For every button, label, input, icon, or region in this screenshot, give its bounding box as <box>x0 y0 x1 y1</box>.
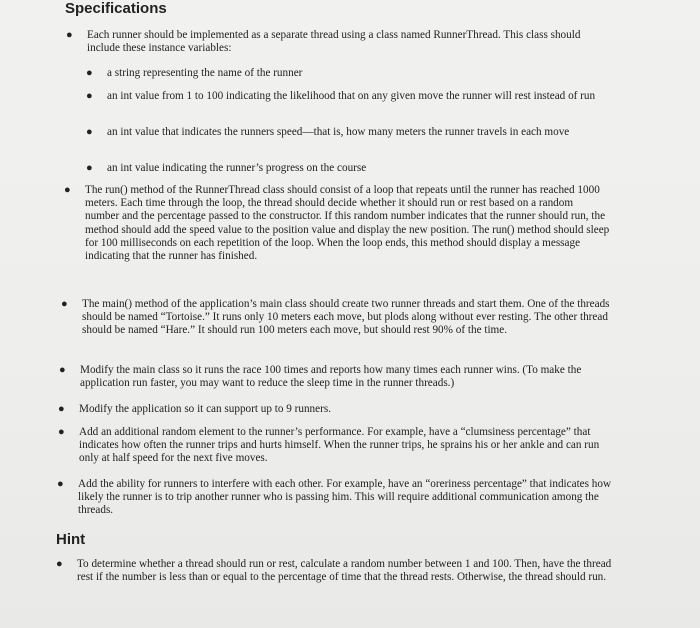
spec-item-7-text: Add the ability for runners to interfere with each other. For example, have an “oreriness percentage” that indicates how likely the runner is to trip another runner who is passing him. This will require additional communication among the threads. <box>78 478 612 517</box>
bullet-icon: ● <box>58 426 65 438</box>
bullet-icon: ● <box>59 364 66 376</box>
spec-subitem-3 <box>86 126 642 139</box>
spec-subitem-2-text: an int value from 1 to 100 indicating the likelihood that on any given move the runner will rest instead of run <box>107 90 596 102</box>
specifications-heading: Specifications <box>65 0 167 17</box>
bullet-icon: ● <box>56 558 63 570</box>
spec-subitem-1 <box>86 67 607 80</box>
spec-subitem-4-text: an int value indicating the runner’s progress on the course <box>107 162 367 174</box>
bullet-icon: ● <box>86 162 93 174</box>
spec-subitem-3-text: an int value that indicates the runners speed—that is, how many meters the runner travels in each move <box>107 126 570 138</box>
spec-item-7 <box>57 478 618 518</box>
spec-item-5 <box>58 403 614 416</box>
bullet-icon: ● <box>86 67 93 79</box>
spec-item-6-text: Add an additional random element to the runner’s performance. For example, have a “clumsiness percentage” that indicates how often the runner trips and hurts himself. When the runner trips, he sprains his or her ankle and can run only at half speed for the next five moves. <box>79 426 600 465</box>
hint-item-1-text: To determine whether a thread should run or rest, calculate a random number between 1 and 100. Then, have the thread rest if the number is less than or equal to the percentage of time that the thread rests. Otherwise, the thread should run. <box>77 558 612 584</box>
spec-item-4 <box>59 364 615 390</box>
spec-item-2 <box>64 184 610 263</box>
spec-subitem-1-text: a string representing the name of the runner <box>107 67 303 79</box>
spec-item-4-text: Modify the main class so it runs the race 100 times and reports how many times each runner wins. (To make the application run faster, you may want to reduce the sleep time in the runner threads.) <box>80 364 582 390</box>
spec-subitem-2 <box>86 90 607 103</box>
spec-item-5-text: Modify the application so it can support up to 9 runners. <box>79 403 331 415</box>
bullet-icon: ● <box>57 478 64 490</box>
bullet-icon: ● <box>58 403 65 415</box>
bullet-icon: ● <box>64 184 71 196</box>
bullet-icon: ● <box>61 298 68 310</box>
spec-item-3-text: The main() method of the application’s main class should create two runner threads and start them. One of the threads should be named “Tortoise.” It runs only 10 meters each move, but plods along without ever resting. The other thread should be named “Hare.” It should run 100 meters each move, but should rest 90% of the time. <box>82 298 610 337</box>
bullet-icon: ● <box>66 29 73 41</box>
spec-item-1-text: Each runner should be implemented as a separate thread using a class named RunnerThread. This class should include these instance variables: <box>87 29 581 55</box>
spec-subitem-4 <box>86 162 607 175</box>
hint-item-1 <box>56 558 617 584</box>
spec-item-1 <box>66 29 607 55</box>
hint-heading: Hint <box>56 531 86 548</box>
spec-item-6 <box>58 426 609 466</box>
spec-item-3 <box>61 298 612 338</box>
bullet-icon: ● <box>86 90 93 102</box>
spec-item-2-text: The run() method of the RunnerThread class should consist of a loop that repeats until the runner has reached 1000 meters. Each time through the loop, the thread should decide whether it should run or rest based on a random number and the percentage passed to the constructor. If this random number indicates that the runner should run, the method should add the speed value to the position value and display the new position. The run() method should sleep for 100 milliseconds on each repetition of the loop. When the loop ends, this method should display a message indicating that the runner has finished. <box>85 184 610 263</box>
bullet-icon: ● <box>86 126 93 138</box>
